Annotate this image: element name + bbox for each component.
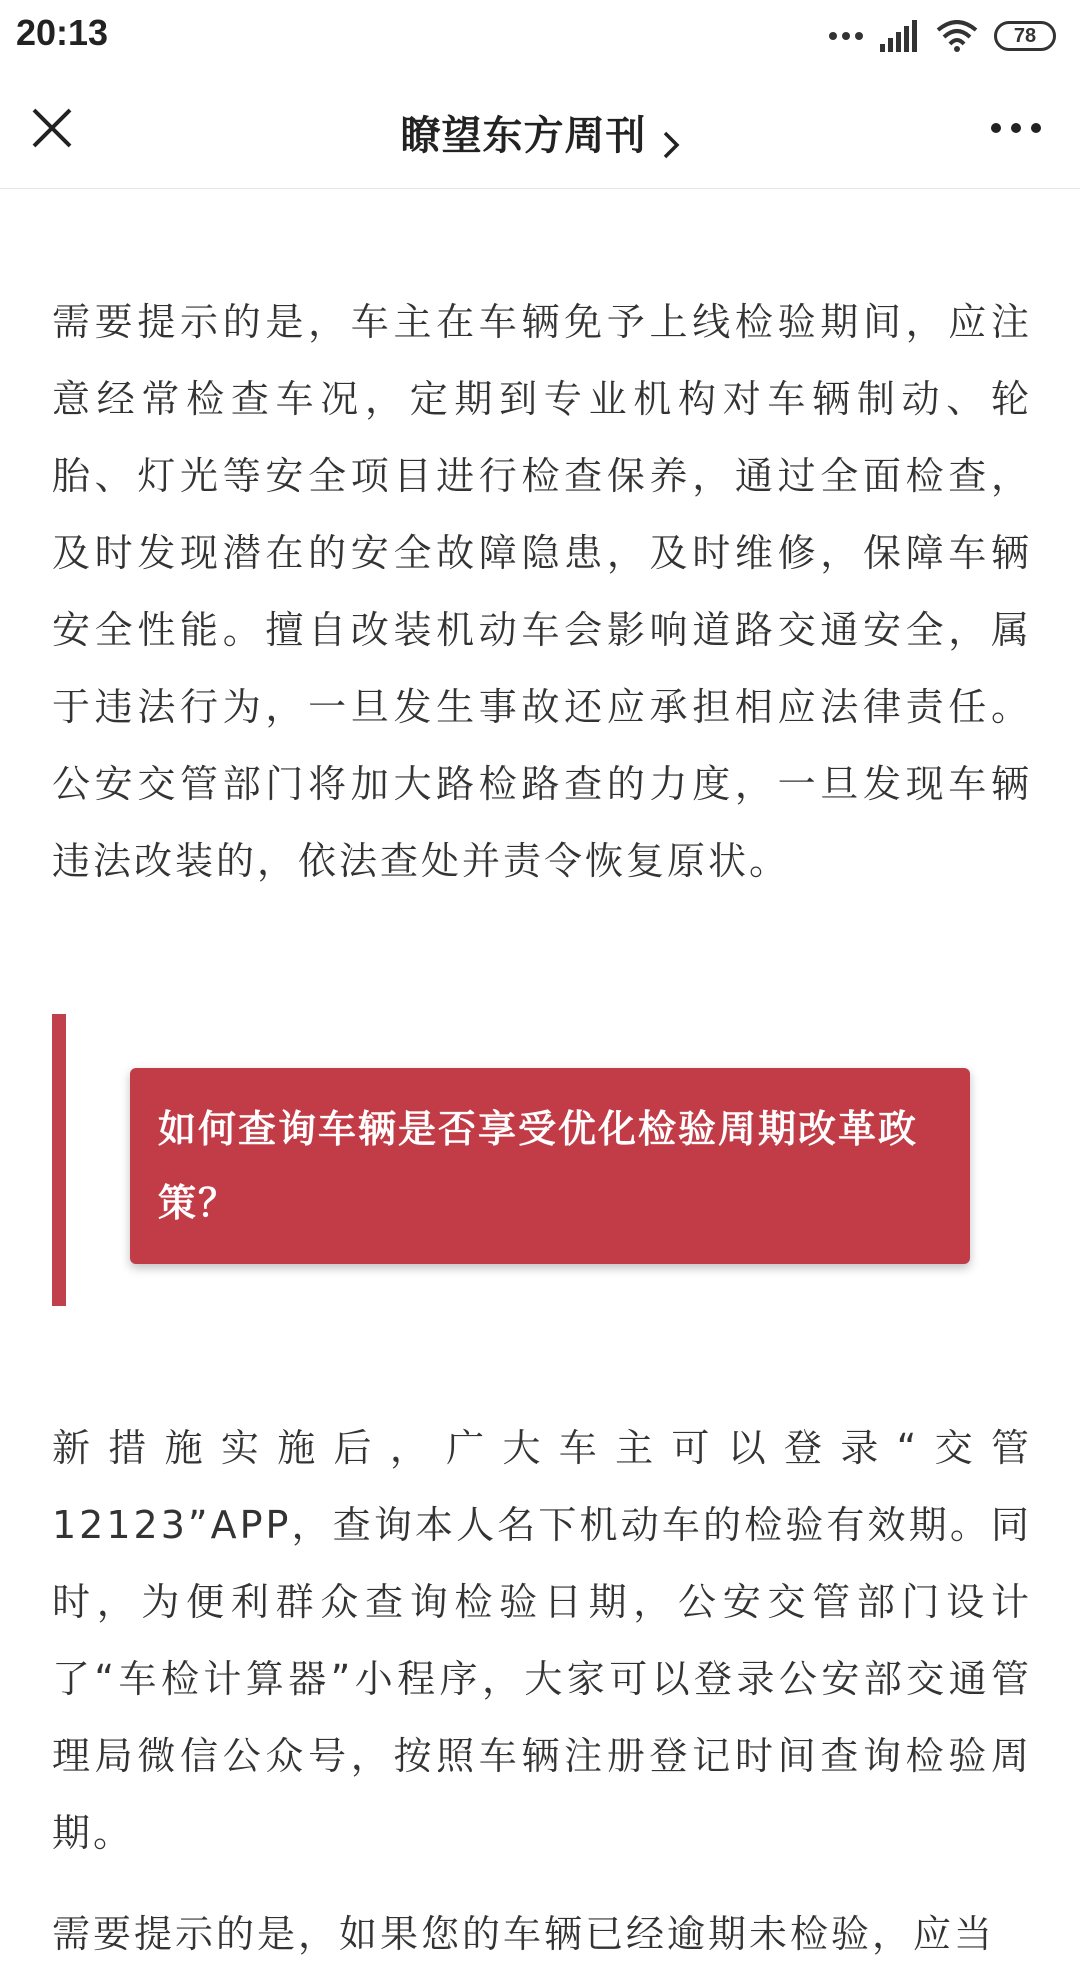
section-heading-box xyxy=(130,1068,970,1264)
page-title[interactable]: 瞭望东方周刊 xyxy=(400,113,647,159)
more-button[interactable] xyxy=(988,114,1044,142)
article-paragraph: 需要提示的是，车主在车辆免予上线检验期间，应注意经常检查车况，定期到专业机构对车辆制动、轮胎、灯光等安全项目进行检查保养，通过全面检查，及时发现潜在的安全故障隐患，及时维修，保障车辆安全性能。擅自改装机动车会影响道路交通安全，属于违法行为，一旦发生事故还应承担相应法律责任。公安交管部门将加大路检路查的力度，一旦发现车辆违法改装的，依法查处并责令恢复原状。 xyxy=(52,300,1032,883)
nav-bar xyxy=(0,64,1080,189)
chevron-right-icon xyxy=(662,130,680,160)
more-dots-icon xyxy=(828,30,864,42)
wifi-icon xyxy=(936,20,978,52)
battery-icon: 78 xyxy=(994,21,1056,51)
more-icon xyxy=(988,114,1044,142)
section-accent-bar xyxy=(52,1014,66,1306)
title-area[interactable] xyxy=(0,104,1080,161)
status-bar xyxy=(0,0,1080,64)
article-paragraph: 需要提示的是，如果您的车辆已经逾期未检验，应当 xyxy=(52,1912,996,1956)
section-heading: 如何查询车辆是否享受优化检验周期改革政策？ xyxy=(158,1107,919,1225)
status-time: 20:13 xyxy=(16,12,109,53)
signal-icon xyxy=(880,20,920,52)
article-paragraph: 新措施实施后，广大车主可以登录“交管12123”APP，查询本人名下机动车的检验有效期。同时，为便利群众查询检验日期，公安交管部门设计了“车检计算器”小程序，大家可以登录公安部交通管理局微信公众号，按照车辆注册登记时间查询检验周期。 xyxy=(52,1426,1032,1855)
status-icons xyxy=(828,16,1056,56)
